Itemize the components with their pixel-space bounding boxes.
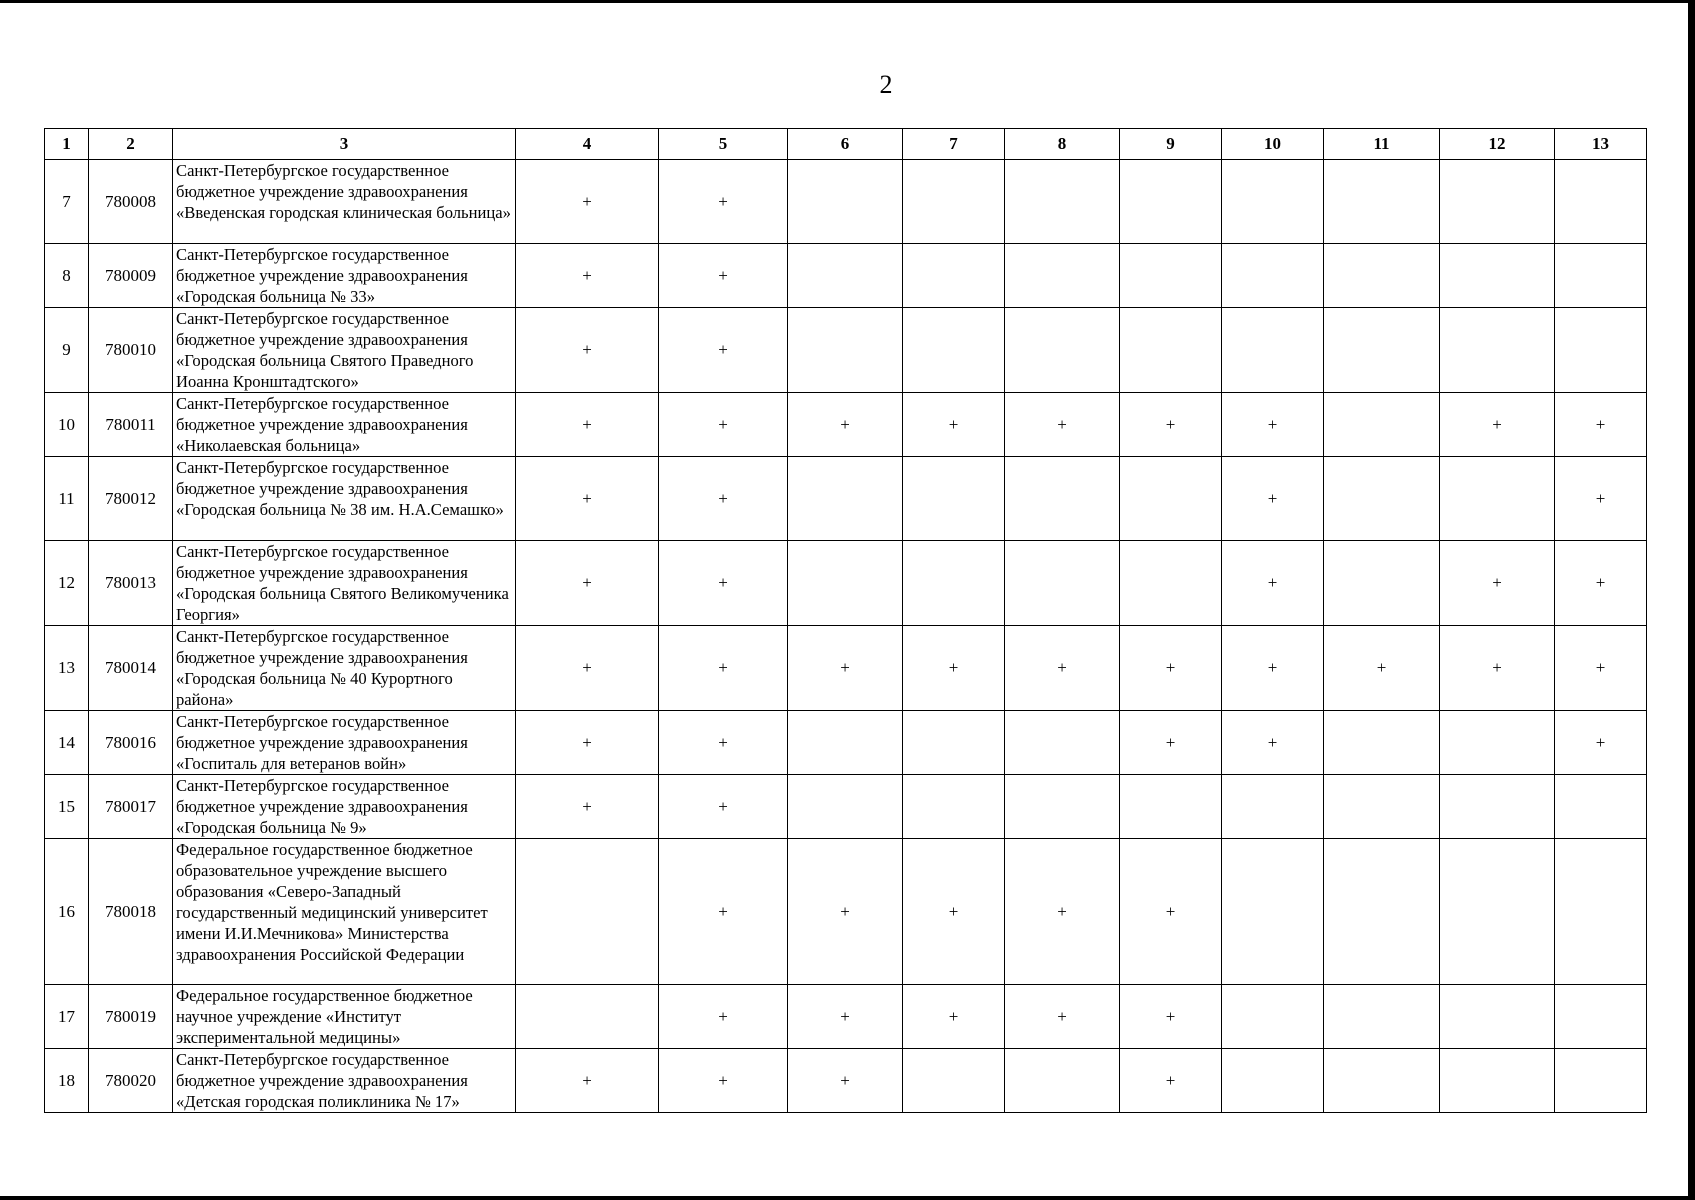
mark-cell <box>1440 244 1555 308</box>
mark-cell <box>516 985 659 1049</box>
organization-name: Федеральное государственное бюджетное научное учреждение «Институт экспериментальной медицины» <box>173 985 516 1049</box>
mark-cell: + <box>1222 626 1324 711</box>
mark-cell <box>1324 393 1440 457</box>
mark-cell <box>1324 1049 1440 1113</box>
mark-cell: + <box>1005 985 1120 1049</box>
mark-cell <box>1120 775 1222 839</box>
mark-cell <box>1555 775 1647 839</box>
mark-cell: + <box>659 1049 788 1113</box>
organization-name: Санкт-Петербургское государственное бюджетное учреждение здравоохранения «Городская больница № 40 Курортного района» <box>173 626 516 711</box>
organization-code: 780013 <box>89 541 173 626</box>
mark-cell: + <box>1005 626 1120 711</box>
mark-cell: + <box>659 839 788 985</box>
mark-cell <box>1324 308 1440 393</box>
organization-name: Санкт-Петербургское государственное бюджетное учреждение здравоохранения «Городская больница Святого Великомученика Георгия» <box>173 541 516 626</box>
mark-cell <box>788 541 903 626</box>
mark-cell <box>1324 244 1440 308</box>
table-row <box>45 985 1647 1049</box>
table-body <box>45 160 1647 1113</box>
mark-cell <box>903 160 1005 244</box>
mark-cell: + <box>1440 541 1555 626</box>
mark-cell: + <box>788 985 903 1049</box>
table-row <box>45 839 1647 985</box>
mark-cell: + <box>516 244 659 308</box>
mark-cell <box>1222 244 1324 308</box>
mark-cell <box>1555 839 1647 985</box>
mark-cell <box>1222 160 1324 244</box>
mark-cell <box>903 775 1005 839</box>
organization-code: 780012 <box>89 457 173 541</box>
mark-cell <box>1324 985 1440 1049</box>
mark-cell <box>1005 457 1120 541</box>
mark-cell <box>903 308 1005 393</box>
mark-cell <box>1555 308 1647 393</box>
organization-name: Санкт-Петербургское государственное бюджетное учреждение здравоохранения «Городская больница Святого Праведного Иоанна Кронштадтского» <box>173 308 516 393</box>
mark-cell: + <box>1120 711 1222 775</box>
mark-cell: + <box>788 393 903 457</box>
organization-code: 780018 <box>89 839 173 985</box>
row-number: 8 <box>45 244 89 308</box>
scan-border-right <box>1688 0 1695 1200</box>
mark-cell: + <box>1120 839 1222 985</box>
mark-cell: + <box>659 244 788 308</box>
organization-code: 780020 <box>89 1049 173 1113</box>
mark-cell <box>1222 1049 1324 1113</box>
row-number: 12 <box>45 541 89 626</box>
column-header: 12 <box>1440 129 1555 160</box>
organization-name: Санкт-Петербургское государственное бюджетное учреждение здравоохранения «Городская больница № 33» <box>173 244 516 308</box>
row-number: 7 <box>45 160 89 244</box>
mark-cell <box>1005 160 1120 244</box>
mark-cell <box>1555 160 1647 244</box>
mark-cell: + <box>903 985 1005 1049</box>
mark-cell <box>1440 775 1555 839</box>
row-number: 11 <box>45 457 89 541</box>
mark-cell <box>1005 244 1120 308</box>
mark-cell: + <box>1440 626 1555 711</box>
row-number: 18 <box>45 1049 89 1113</box>
mark-cell: + <box>1555 541 1647 626</box>
mark-cell <box>1555 985 1647 1049</box>
organization-code: 780008 <box>89 160 173 244</box>
mark-cell: + <box>516 160 659 244</box>
mark-cell: + <box>516 393 659 457</box>
organization-code: 780010 <box>89 308 173 393</box>
mark-cell <box>788 775 903 839</box>
mark-cell: + <box>1005 839 1120 985</box>
mark-cell: + <box>1120 985 1222 1049</box>
mark-cell <box>1440 711 1555 775</box>
column-header: 5 <box>659 129 788 160</box>
organization-name: Федеральное государственное бюджетное образовательное учреждение высшего образования «Северо-Западный государственный медицинский университет имени И.И.Мечникова» Министерства здравоохранения Российской Федерации <box>173 839 516 985</box>
column-header: 13 <box>1555 129 1647 160</box>
row-number: 17 <box>45 985 89 1049</box>
mark-cell <box>1324 711 1440 775</box>
mark-cell <box>1440 985 1555 1049</box>
column-header: 7 <box>903 129 1005 160</box>
mark-cell: + <box>516 626 659 711</box>
mark-cell: + <box>1440 393 1555 457</box>
mark-cell <box>1120 308 1222 393</box>
row-number: 13 <box>45 626 89 711</box>
table-row <box>45 393 1647 457</box>
mark-cell: + <box>659 711 788 775</box>
organization-name: Санкт-Петербургское государственное бюджетное учреждение здравоохранения «Городская больница № 38 им. Н.А.Семашко» <box>173 457 516 541</box>
column-header: 9 <box>1120 129 1222 160</box>
mark-cell <box>1005 775 1120 839</box>
mark-cell: + <box>1222 393 1324 457</box>
mark-cell: + <box>516 711 659 775</box>
mark-cell: + <box>1222 457 1324 541</box>
mark-cell: + <box>1120 393 1222 457</box>
organization-name: Санкт-Петербургское государственное бюджетное учреждение здравоохранения «Городская больница № 9» <box>173 775 516 839</box>
mark-cell <box>903 244 1005 308</box>
organization-name: Санкт-Петербургское государственное бюджетное учреждение здравоохранения «Николаевская больница» <box>173 393 516 457</box>
mark-cell: + <box>1005 393 1120 457</box>
table-row <box>45 160 1647 244</box>
table-row <box>45 711 1647 775</box>
table-row <box>45 541 1647 626</box>
organization-code: 780019 <box>89 985 173 1049</box>
mark-cell <box>1005 1049 1120 1113</box>
row-number: 16 <box>45 839 89 985</box>
mark-cell <box>788 244 903 308</box>
mark-cell <box>1324 160 1440 244</box>
mark-cell: + <box>659 393 788 457</box>
mark-cell <box>1222 839 1324 985</box>
mark-cell <box>1120 160 1222 244</box>
mark-cell <box>1222 308 1324 393</box>
mark-cell <box>1005 711 1120 775</box>
mark-cell <box>1120 244 1222 308</box>
mark-cell: + <box>1555 711 1647 775</box>
organization-code: 780011 <box>89 393 173 457</box>
row-number: 10 <box>45 393 89 457</box>
mark-cell: + <box>1555 457 1647 541</box>
page-number: 2 <box>879 70 893 99</box>
mark-cell <box>1440 160 1555 244</box>
organization-code: 780014 <box>89 626 173 711</box>
column-header: 4 <box>516 129 659 160</box>
organization-code: 780009 <box>89 244 173 308</box>
mark-cell: + <box>1324 626 1440 711</box>
organization-code: 780017 <box>89 775 173 839</box>
scan-border-bottom <box>0 1196 1695 1200</box>
organization-name: Санкт-Петербургское государственное бюджетное учреждение здравоохранения «Госпиталь для ветеранов войн» <box>173 711 516 775</box>
mark-cell: + <box>516 541 659 626</box>
organization-code: 780016 <box>89 711 173 775</box>
column-header: 8 <box>1005 129 1120 160</box>
mark-cell <box>903 541 1005 626</box>
mark-cell <box>788 457 903 541</box>
table-row <box>45 308 1647 393</box>
mark-cell: + <box>788 626 903 711</box>
mark-cell: + <box>516 1049 659 1113</box>
mark-cell: + <box>788 1049 903 1113</box>
mark-cell: + <box>659 457 788 541</box>
column-header: 3 <box>173 129 516 160</box>
mark-cell: + <box>903 839 1005 985</box>
mark-cell <box>1440 1049 1555 1113</box>
table-row <box>45 244 1647 308</box>
mark-cell <box>1555 244 1647 308</box>
table-row <box>45 626 1647 711</box>
mark-cell <box>1324 457 1440 541</box>
mark-cell: + <box>1555 393 1647 457</box>
mark-cell: + <box>1222 711 1324 775</box>
mark-cell <box>1120 541 1222 626</box>
mark-cell <box>1324 541 1440 626</box>
mark-cell <box>516 839 659 985</box>
mark-cell: + <box>516 775 659 839</box>
mark-cell: + <box>1222 541 1324 626</box>
mark-cell <box>788 711 903 775</box>
mark-cell <box>1440 457 1555 541</box>
mark-cell: + <box>659 985 788 1049</box>
column-header: 2 <box>89 129 173 160</box>
mark-cell: + <box>516 457 659 541</box>
mark-cell: + <box>788 839 903 985</box>
mark-cell: + <box>659 775 788 839</box>
table-row <box>45 1049 1647 1113</box>
mark-cell: + <box>659 160 788 244</box>
mark-cell <box>1222 775 1324 839</box>
mark-cell: + <box>1555 626 1647 711</box>
mark-cell <box>1120 457 1222 541</box>
mark-cell: + <box>903 626 1005 711</box>
mark-cell: + <box>903 393 1005 457</box>
mark-cell <box>903 711 1005 775</box>
mark-cell <box>788 308 903 393</box>
organization-name: Санкт-Петербургское государственное бюджетное учреждение здравоохранения «Введенская городская клиническая больница» <box>173 160 516 244</box>
mark-cell: + <box>659 541 788 626</box>
column-header: 11 <box>1324 129 1440 160</box>
mark-cell <box>1005 541 1120 626</box>
mark-cell <box>1324 839 1440 985</box>
mark-cell: + <box>1120 626 1222 711</box>
organizations-table <box>44 128 1647 1113</box>
mark-cell <box>903 1049 1005 1113</box>
table-row <box>45 775 1647 839</box>
organization-name: Санкт-Петербургское государственное бюджетное учреждение здравоохранения «Детская городская поликлиника № 17» <box>173 1049 516 1113</box>
row-number: 14 <box>45 711 89 775</box>
mark-cell: + <box>659 308 788 393</box>
row-number: 9 <box>45 308 89 393</box>
column-header: 6 <box>788 129 903 160</box>
scan-border-top <box>0 0 1695 3</box>
mark-cell <box>1324 775 1440 839</box>
mark-cell <box>903 457 1005 541</box>
mark-cell: + <box>1120 1049 1222 1113</box>
table-row <box>45 457 1647 541</box>
column-header: 1 <box>45 129 89 160</box>
mark-cell: + <box>516 308 659 393</box>
mark-cell <box>788 160 903 244</box>
mark-cell <box>1222 985 1324 1049</box>
mark-cell: + <box>659 626 788 711</box>
mark-cell <box>1440 308 1555 393</box>
column-header: 10 <box>1222 129 1324 160</box>
row-number: 15 <box>45 775 89 839</box>
mark-cell <box>1005 308 1120 393</box>
mark-cell <box>1440 839 1555 985</box>
table-header-row <box>45 129 1647 160</box>
mark-cell <box>1555 1049 1647 1113</box>
